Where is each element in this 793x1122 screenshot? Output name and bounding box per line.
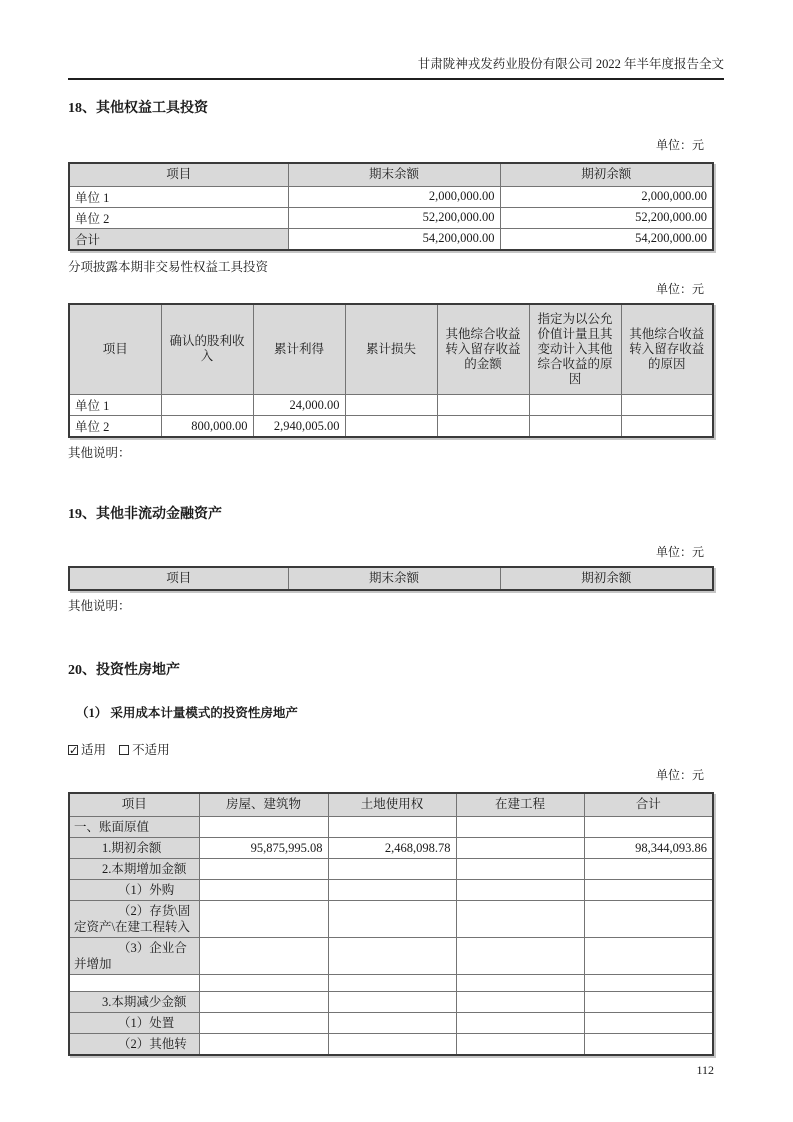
value-cell: 52,200,000.00 (500, 207, 713, 228)
value-cell (456, 991, 584, 1012)
table-row (69, 974, 713, 991)
table-row (69, 991, 713, 1012)
applicability-row (68, 742, 724, 758)
column-header: 在建工程 (456, 793, 584, 816)
value-cell (584, 816, 713, 837)
other-noncurrent-financial-assets-table (68, 566, 714, 591)
table-row (69, 416, 713, 438)
value-cell (621, 395, 713, 416)
row-label-cell: （2）其他转 (69, 1033, 199, 1055)
value-cell (584, 879, 713, 900)
value-cell (456, 1033, 584, 1055)
value-cell: 2,468,098.78 (328, 837, 456, 858)
section-18-title: 18、其他权益工具投资 (68, 101, 208, 116)
column-header: 项目 (69, 163, 288, 186)
non-trading-equity-detail-table (68, 303, 714, 439)
table-row (69, 837, 713, 858)
column-header: 指定为以公允价值计量且其变动计入其他综合收益的原因 (529, 304, 621, 395)
value-cell: 54,200,000.00 (500, 228, 713, 250)
table-total-row (69, 228, 713, 250)
value-cell (621, 416, 713, 438)
row-label-cell (69, 974, 199, 991)
value-cell (328, 900, 456, 937)
investment-property-table (68, 792, 714, 1056)
value-cell (328, 879, 456, 900)
section-20-title: 20、投资性房地产 (68, 663, 180, 678)
value-cell: 95,875,995.08 (199, 837, 328, 858)
value-cell (345, 395, 437, 416)
value-cell (345, 416, 437, 438)
column-header: 土地使用权 (328, 793, 456, 816)
value-cell (584, 991, 713, 1012)
column-header: 累计损失 (345, 304, 437, 395)
value-cell (328, 1012, 456, 1033)
value-cell: 2,000,000.00 (500, 186, 713, 207)
row-label-cell: 单位 2 (69, 207, 288, 228)
page-number: 112 (696, 1062, 714, 1077)
table-row (69, 186, 713, 207)
document-header (68, 57, 724, 80)
row-label-cell: 单位 1 (69, 395, 161, 416)
value-cell (456, 837, 584, 858)
value-cell (456, 879, 584, 900)
unit-label: 单位：元 (655, 138, 704, 152)
unchecked-checkbox-icon (119, 745, 129, 755)
value-cell (437, 395, 529, 416)
value-cell (199, 816, 328, 837)
column-header: 其他综合收益转入留存收益的原因 (621, 304, 713, 395)
value-cell (199, 900, 328, 937)
table-header-row (69, 567, 713, 590)
row-label-cell: 单位 1 (69, 186, 288, 207)
value-cell (161, 395, 253, 416)
column-header: 项目 (69, 793, 199, 816)
value-cell (199, 879, 328, 900)
column-header: 期初余额 (500, 567, 713, 590)
value-cell (584, 858, 713, 879)
unit-label: 单位：元 (655, 281, 704, 296)
value-cell (456, 937, 584, 974)
row-label-cell: （1）处置 (69, 1012, 199, 1033)
value-cell: 98,344,093.86 (584, 837, 713, 858)
value-cell (199, 937, 328, 974)
value-cell (529, 395, 621, 416)
row-label-cell: 3.本期减少金额 (69, 991, 199, 1012)
other-note-text: 其他说明： (68, 599, 131, 613)
value-cell (584, 1033, 713, 1055)
row-label-cell: 合计 (69, 228, 288, 250)
row-label-cell: （3）企业合并增加 (69, 937, 199, 974)
other-equity-investments-table (68, 162, 714, 251)
checked-checkbox-icon (68, 745, 78, 755)
row-label-cell: 1.期初余额 (69, 837, 199, 858)
value-cell (456, 1012, 584, 1033)
table-row (69, 1033, 713, 1055)
value-cell (199, 1033, 328, 1055)
column-header: 期初余额 (500, 163, 713, 186)
applicable-label: 适用 (81, 743, 107, 757)
value-cell (437, 416, 529, 438)
value-cell: 2,000,000.00 (288, 186, 500, 207)
column-header: 其他综合收益转入留存收益的金额 (437, 304, 529, 395)
value-cell (584, 1012, 713, 1033)
table-row (69, 900, 713, 937)
table-header-row (69, 793, 713, 816)
row-label-cell: 一、账面原值 (69, 816, 199, 837)
value-cell (328, 974, 456, 991)
section-19-title: 19、其他非流动金融资产 (68, 507, 222, 522)
value-cell (328, 1033, 456, 1055)
column-header: 期末余额 (288, 567, 500, 590)
value-cell: 2,940,005.00 (253, 416, 345, 438)
value-cell: 800,000.00 (161, 416, 253, 438)
column-header: 合计 (584, 793, 713, 816)
value-cell (584, 900, 713, 937)
row-label-cell: （1）外购 (69, 879, 199, 900)
table-row (69, 395, 713, 416)
table-row (69, 207, 713, 228)
unit-label: 单位：元 (655, 545, 704, 559)
value-cell (328, 937, 456, 974)
value-cell (456, 900, 584, 937)
value-cell: 54,200,000.00 (288, 228, 500, 250)
value-cell (456, 974, 584, 991)
row-label-cell: 2.本期增加金额 (69, 858, 199, 879)
value-cell (328, 816, 456, 837)
column-header: 确认的股利收入 (161, 304, 253, 395)
value-cell (328, 991, 456, 1012)
value-cell: 52,200,000.00 (288, 207, 500, 228)
value-cell (456, 816, 584, 837)
row-label-cell: （2）存货\固定资产\在建工程转入 (69, 900, 199, 937)
subnote-text: 分项披露本期非交易性权益工具投资 (68, 259, 269, 274)
value-cell (199, 974, 328, 991)
table-row (69, 858, 713, 879)
value-cell: 24,000.00 (253, 395, 345, 416)
table-header-row (69, 304, 713, 395)
section-20-sub-1-title: （1） 采用成本计量模式的投资性房地产 (76, 706, 298, 720)
value-cell (584, 974, 713, 991)
table-header-row (69, 163, 713, 186)
column-header: 累计利得 (253, 304, 345, 395)
row-label-cell: 单位 2 (69, 416, 161, 438)
other-note-text: 其他说明： (68, 446, 131, 460)
table-row (69, 816, 713, 837)
value-cell (328, 858, 456, 879)
report-header-title: 甘肃陇神戎发药业股份有限公司 2022 年半年度报告全文 (417, 57, 724, 71)
table-row (69, 879, 713, 900)
value-cell (584, 937, 713, 974)
column-header: 期末余额 (288, 163, 500, 186)
not-applicable-label: 不适用 (132, 743, 170, 757)
value-cell (199, 991, 328, 1012)
value-cell (199, 1012, 328, 1033)
table-row (69, 1012, 713, 1033)
unit-label: 单位：元 (655, 768, 704, 782)
value-cell (199, 858, 328, 879)
value-cell (456, 858, 584, 879)
column-header: 项目 (69, 304, 161, 395)
value-cell (529, 416, 621, 438)
column-header: 项目 (69, 567, 288, 590)
column-header: 房屋、建筑物 (199, 793, 328, 816)
table-row (69, 937, 713, 974)
